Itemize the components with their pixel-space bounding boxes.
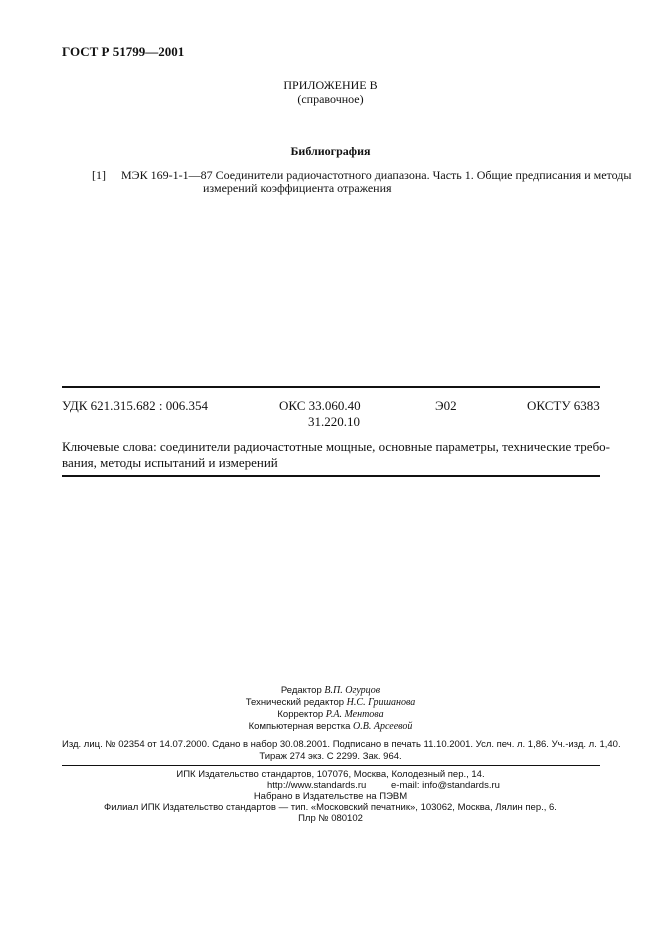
credit-name: Н.С. Гришанова (346, 697, 416, 708)
okstu-code: ОКСТУ 6383 (527, 398, 600, 413)
udk-code: УДК 621.315.682 : 006.354 (62, 398, 209, 413)
bibliography-item-text: МЭК 169-1-1—87 Соединители радиочастотного диапазона. Часть 1. Общие предписания и методы (121, 168, 632, 182)
credit-corrector (0, 709, 661, 720)
credit-role: Редактор (280, 685, 322, 696)
top-divider (62, 386, 600, 388)
credit-editor (0, 685, 661, 696)
printer-address: Филиал ИПК Издательство стандартов — тип. «Московский печатник», 103062, Москва, Лялин пер., 6. (104, 802, 557, 813)
appendix-title: ПРИЛОЖЕНИЕ В (283, 78, 378, 92)
credit-role: Компьютерная верстка (248, 721, 351, 732)
publisher-url[interactable]: http://www.standards.ru (267, 780, 367, 791)
keywords-line: Ключевые слова: соединители радиочастотные мощные, основные параметры, технические требо- (62, 439, 611, 454)
keywords-line-continued: вания, методы испытаний и измерений (62, 455, 278, 470)
bottom-divider (62, 475, 600, 477)
group-code: Э02 (435, 398, 457, 413)
credit-name: Р.А. Ментова (325, 709, 384, 720)
appendix-subtitle: (справочное) (297, 92, 364, 106)
credit-layout (0, 721, 661, 732)
bibliography-item-text-continued: измерений коэффициента отражения (203, 181, 392, 195)
credit-role: Корректор (277, 709, 324, 720)
license-number: Плр № 080102 (298, 813, 363, 824)
credit-tech-editor (0, 697, 661, 708)
credit-role: Технический редактор (245, 697, 345, 708)
document-id: ГОСТ Р 51799—2001 (62, 44, 185, 59)
publisher-email[interactable]: e-mail: info@standards.ru (391, 780, 500, 791)
imprint-divider (62, 765, 600, 766)
credit-name: В.П. Огурцов (324, 685, 381, 696)
print-info: Изд. лиц. № 02354 от 14.07.2000. Сдано в набор 30.08.2001. Подписано в печать 11.10.2001. Усл. печ. л. 1,86. Уч.-изд. л. 1,40. (62, 739, 621, 750)
typeset-note: Набрано в Издательстве на ПЭВМ (253, 791, 408, 802)
oks-code-secondary: 31.220.10 (308, 414, 360, 429)
bibliography-title: Библиография (290, 144, 371, 158)
credit-name: О.В. Арсеевой (353, 721, 413, 732)
bibliography-item-number: [1] (92, 168, 106, 182)
oks-code: ОКС 33.060.40 (279, 398, 361, 413)
print-run: Тираж 274 экз. С 2299. Зак. 964. (259, 751, 402, 762)
publisher-address: ИПК Издательство стандартов, 107076, Москва, Колодезный пер., 14. (176, 769, 485, 780)
